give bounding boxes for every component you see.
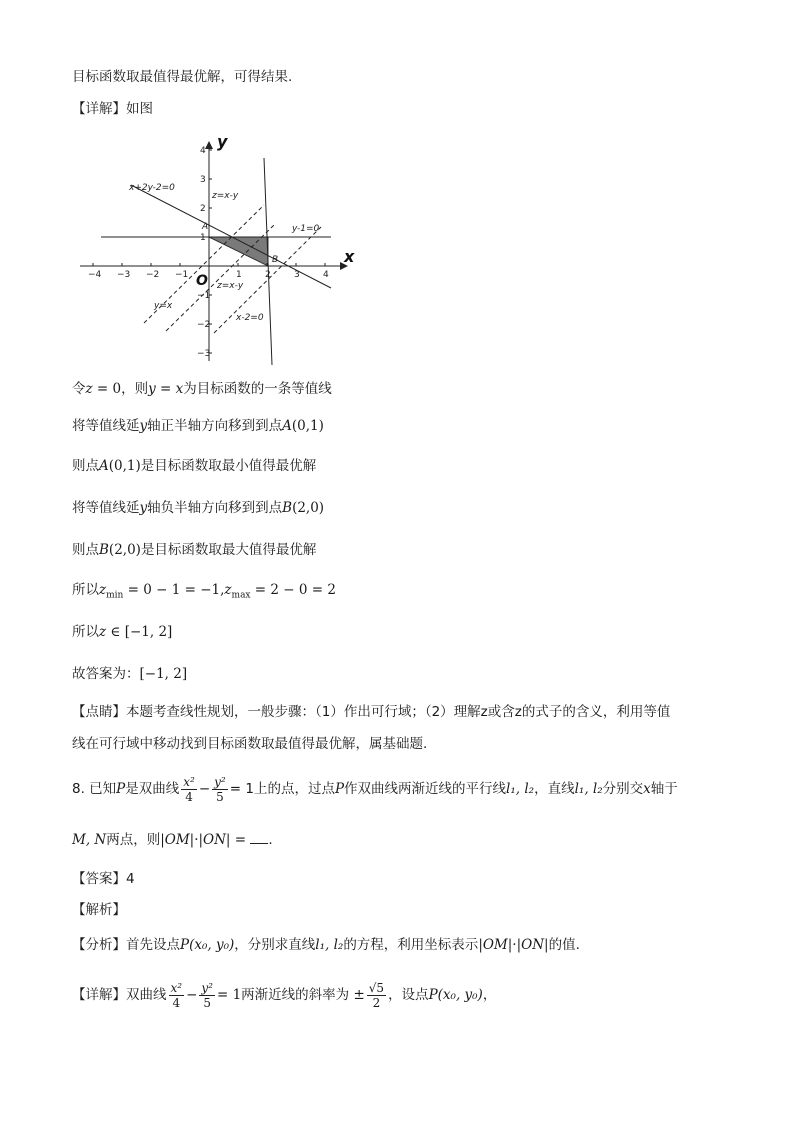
detail-heading: 【详解】如图: [72, 101, 153, 117]
line-label: z=x-y: [212, 191, 239, 201]
point-a-label: A: [202, 222, 209, 232]
question-8-line-2: M, N两点，则|OM|·|ON| = .: [72, 832, 273, 848]
answer-line: 【答案】4: [72, 871, 135, 887]
y-tick-label: 2: [200, 204, 206, 214]
comment-line-1: 【点睛】本题考查线性规划，一般步骤：（1）作出可行域；（2）理解z或含z的式子的含义，利用等值: [72, 704, 671, 720]
solution-line-6: 所以$z_{min} = 0 - 1 = -1,z_{max} = 2 - 0 = 2$: [72, 582, 336, 601]
x-tick-label: −4: [88, 270, 102, 280]
solution-line-2: 将等值线延y轴正半轴方向移到到点A(0,1): [72, 418, 324, 434]
solution-line-7: 所以z ∈ [−1, 2]: [72, 624, 173, 640]
comment-line-2: 线在可行域中移动找到目标函数取最值得最优解，属基础题.: [72, 736, 428, 752]
y-tick-label: 4: [200, 146, 206, 156]
x-tick-label: −3: [117, 270, 131, 280]
y-tick-label: −1: [197, 291, 211, 301]
y-axis-label: y: [217, 133, 228, 151]
line-label: y-1=0: [292, 224, 320, 234]
x-tick-label: 4: [323, 270, 329, 280]
feasible-region-figure: [76, 133, 366, 365]
line-label: y=x: [154, 301, 173, 311]
x-tick-label: 1: [236, 270, 242, 280]
analysis-heading: 【解析】: [72, 902, 126, 918]
intro-text: 目标函数取最值得最优解，可得结果.: [72, 69, 293, 85]
line-label: z=x-y: [217, 281, 244, 291]
detail-2-line: 【详解】双曲线 $\frac{\text{x²}}{4}$ − $\frac{\text{y²}}{5}$ = 1两渐近线的斜率为 ± $\frac{√5}{2}$ ，设点P(x₀, y₀)，: [72, 980, 497, 1010]
line-label: x-2=0: [236, 313, 264, 323]
line-label: x+2y-2=0: [129, 183, 175, 193]
solution-line-4: 将等值线延y轴负半轴方向移到到点B(2,0): [72, 500, 325, 516]
y-tick-label: −3: [197, 349, 211, 359]
x-tick-label: −1: [175, 270, 189, 280]
origin-label: O: [196, 273, 208, 289]
question-8-line-1: 8. 已知P是双曲线 $\frac{\text{x²}}{4}$ − $\frac{\text{y²}}{5}$ = 1上的点，过点P作双曲线两渐近线的平行线l₁, l₂，直线l₁, l₂分别交x轴于: [72, 774, 678, 804]
x-tick-label: 3: [294, 270, 300, 280]
solution-line-3: 则点A(0,1)是目标函数取最小值得最优解: [72, 458, 317, 474]
solution-line-8: 故答案为：[−1, 2]: [72, 666, 188, 682]
analysis-line: 【分析】首先设点P(x₀, y₀)，分别求直线l₁, l₂的方程，利用坐标表示|OM|·|ON|的值.: [72, 937, 580, 953]
x-tick-label: 2: [265, 270, 271, 280]
x-tick-label: −2: [146, 270, 160, 280]
y-tick-label: −2: [197, 320, 211, 330]
y-tick-label: 3: [200, 175, 206, 185]
solution-line-1: 令z = 0，则y = x为目标函数的一条等值线: [72, 381, 332, 397]
y-tick-label: 1: [200, 233, 206, 243]
answer-blank: [250, 831, 268, 844]
point-b-label: B: [272, 255, 279, 265]
x-axis-label: x: [344, 247, 355, 266]
solution-line-5: 则点B(2,0)是目标函数取最大值得最优解: [72, 542, 317, 558]
